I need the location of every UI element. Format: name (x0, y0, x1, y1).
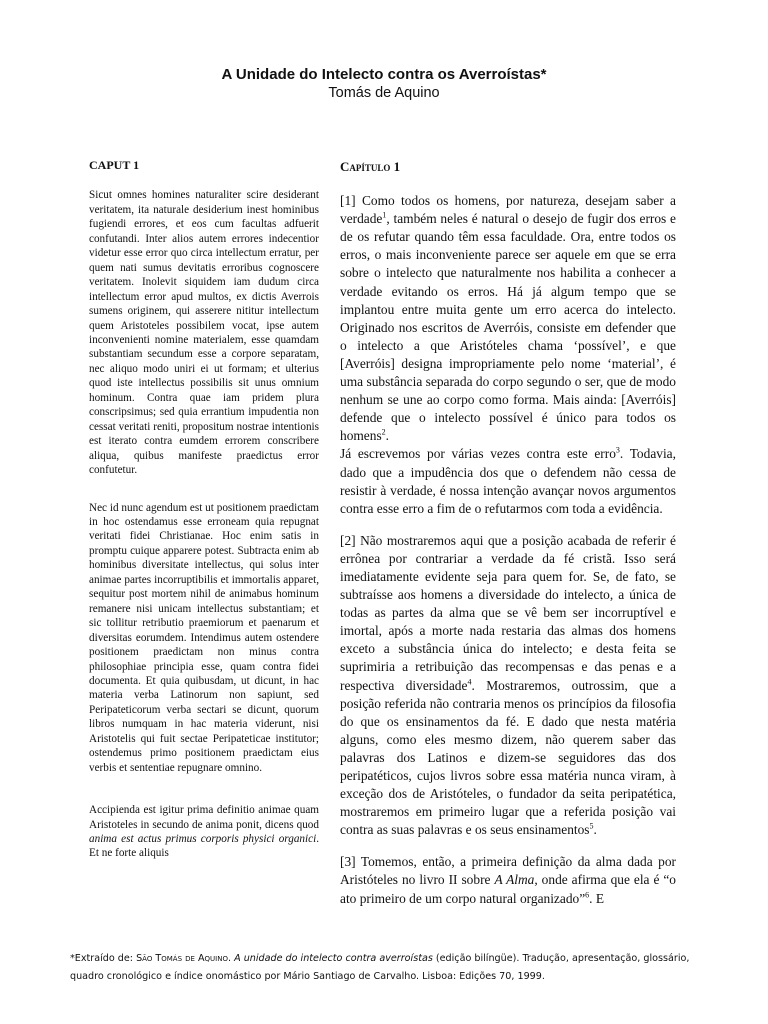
pt-p3-text-c: . E (589, 890, 605, 906)
footnote-prefix: *Extraído de: (70, 953, 137, 964)
footnote-ref-2: 2 (381, 427, 386, 437)
latin-paragraph-1: Sicut omnes homines naturaliter scire desiderant veritatem, ita naturale desiderium inest hominibus fugiendi errores, et eos cum facultas adfuerit confutandi. Inter alios autem errores indecentior videtur esse error quo circa intellectum erratur, per quem nati sumus devitatis erroribus cognoscere veritatem. Inolevit siquidem iam dudum circa intellectum error apud multos, ex dictis Averrois sumens originem, qui asserere nititur intellectum quem Aristoteles possibilem vocat, ipse autem inconvenienti nomine materialem, esse quamdam substantiam secundum esse a corpore separatam, nec aliquo modo uniri ei ut formam; et ulterius quod iste intellectus possibilis sit unus omnium hominum. Contra quae iam pridem plura conscripsimus; sed quia errantium impudentia non cessat veritati reniti, propositum nostrae intentionis est iterato contra eumdem errorem conscribere aliqua, quibus manifeste praedictus error confutetur. (89, 189, 319, 477)
footnote-rest: (edição bilíngüe). Tradução, apresentação, glossário, quadro cronológico e índice onomástico por Mário Santiago de Carvalho. Lisboa: Edições 70, 1999. (70, 953, 690, 982)
latin-paragraph-2: Nec id nunc agendum est ut positionem praedictam in hoc ostendamus esse erroneam quia repugnat veritati fidei Christianae. Hoc enim satis in promptu cuique apparere potest. Subtracta enim ab hominibus diversitate intellectus, qui solus inter animae partes incorruptibilis et immortalis apparet, sequitur post mortem nihil de animabus hominum remanere nisi unicam intellectus substantiam; et sic tollitur retributio praemiorum et paenarum et diversitas eorumdem. Intendimus autem ostendere positionem praedictam non minus contra philosophiae principia esse, quam contra fidei documenta. Et quia quibusdam, ut dicunt, in hac materia verba Latinorum non sapiunt, sed Peripateticorum verba sectari se dicunt, quorum libros numquam in hac materia viderunt, nisi Aristotelis qui fuit sectae Peripateticae institutor; ostendemus primo positionem praedictam eius verbis et sententiae repugnare omnino. (89, 501, 319, 774)
portuguese-paragraph-3 (340, 853, 676, 907)
footnote-ref-1: 1 (382, 210, 387, 220)
pt-p1-text-c: . (385, 428, 390, 444)
footnote-work: A unidade do intelecto contra averroístas (234, 953, 433, 964)
footnote-sep: . (227, 953, 235, 964)
portuguese-paragraph-2 (340, 532, 676, 840)
footnote-ref-6: 6 (585, 890, 590, 900)
footnote-author: São Tomás de Aquino (136, 953, 228, 964)
pt-p1-text-b: , também neles é natural o desejo de fugir dos erros e de os refutar quando têm essa faculdade. Ora, entre todos os erros, o mais inconveniente parece ser aquele em que se erra sobre o intelecto que naturalmente nos habilita a conhecer a verdade evitando os erros. Há já algum tempo que se implantou entre muita gente um erro acerca do intelecto. Originado nos escritos de Averróis, consiste em defender que o intelecto a que Aristóteles chama ‘possível’, e que [Averróis] designa impropriamente pelo nome ‘material’, é uma substância separada do corpo segundo o ser, que de modo nenhum se une ao corpo como forma. Mais ainda: [Averróis] defende que o intelecto possível é único para todos os homens (340, 211, 676, 444)
pt-p1d-text-b: . Todavia, dado que a impudência dos que o defendem não cessa de resistir à verdade, é nossa intenção avançar novos argumentos contra esse erro a fim de o refutarmos com toda a evidência. (340, 446, 676, 516)
pt-p2-text-a: [2] Não mostraremos aqui que a posição acabada de referir é errônea por contrariar a verdade da fé cristã. Isso será imediatamente evidente seja para quem for. Se, de fato, se subtraísse aos homens a diversidade do intelecto, a única de todas as partes da alma que se vê bem ser incorruptível e imortal, após a morte nada restaria das almas dos homens exceto a substância única do intelecto; e desta feita se suprimiria a retribuição das recompensas e das penas e a respectiva diversidade (340, 532, 676, 693)
latin-p3-text-a: Accipienda est igitur prima definitio animae quam Aristoteles in secundo de anima ponit, dicens quod (89, 804, 319, 831)
portuguese-paragraph-1-cont (340, 445, 676, 517)
pt-p2-text-c: . (593, 822, 597, 838)
pt-p3-italic: A Alma (494, 872, 535, 888)
pt-p3-text-b: , onde afirma que ela é “o ato primeiro de um corpo natural organizado” (340, 872, 676, 906)
pt-p2-text-b: . Mostraremos, outrossim, que a posição referida não contraria menos os princípios da filosofia do que os ensinamentos da fé. E dado que nesta matéria alguns, como eles mesmo dizem, não querem saber das palavras dos Latinos e dizem-se seguidores das dos peripatéticos, cujos livros sobre essa matéria nunca viram, à exceção dos de Aristóteles, o fundador da seita peripatética, mostraremos em primeiro lugar que a referida posição vai contra as suas palavras e os seus ensinamentos (340, 677, 676, 838)
latin-column (89, 158, 319, 861)
portuguese-paragraph-1 (340, 192, 676, 445)
document-author: Tomás de Aquino (328, 85, 440, 101)
latin-paragraph-3 (89, 803, 319, 861)
latin-p3-text-b: . Et ne forte aliquis (89, 833, 319, 860)
portuguese-column (340, 158, 676, 908)
pt-p3-text-a: [3] Tomemos, então, a primeira definição da alma dada por Aristóteles no livro II sobre (340, 854, 676, 888)
footnote-ref-5: 5 (589, 821, 594, 831)
portuguese-heading: Capítulo 1 (340, 159, 401, 174)
footnote-ref-4: 4 (467, 677, 472, 687)
document-title: A Unidade do Intelecto contra os Averroístas* (221, 66, 547, 83)
latin-p3-italic: anima est actus primus corporis physici organici (89, 833, 317, 846)
source-footnote (70, 950, 710, 986)
latin-heading: CAPUT 1 (89, 158, 140, 172)
footnote-ref-3: 3 (615, 445, 620, 455)
pt-p1-text-a: [1] Como todos os homens, por natureza, desejam saber a verdade (340, 193, 676, 227)
pt-p1d-text-a: Já escrevemos por várias vezes contra este erro (340, 446, 616, 462)
